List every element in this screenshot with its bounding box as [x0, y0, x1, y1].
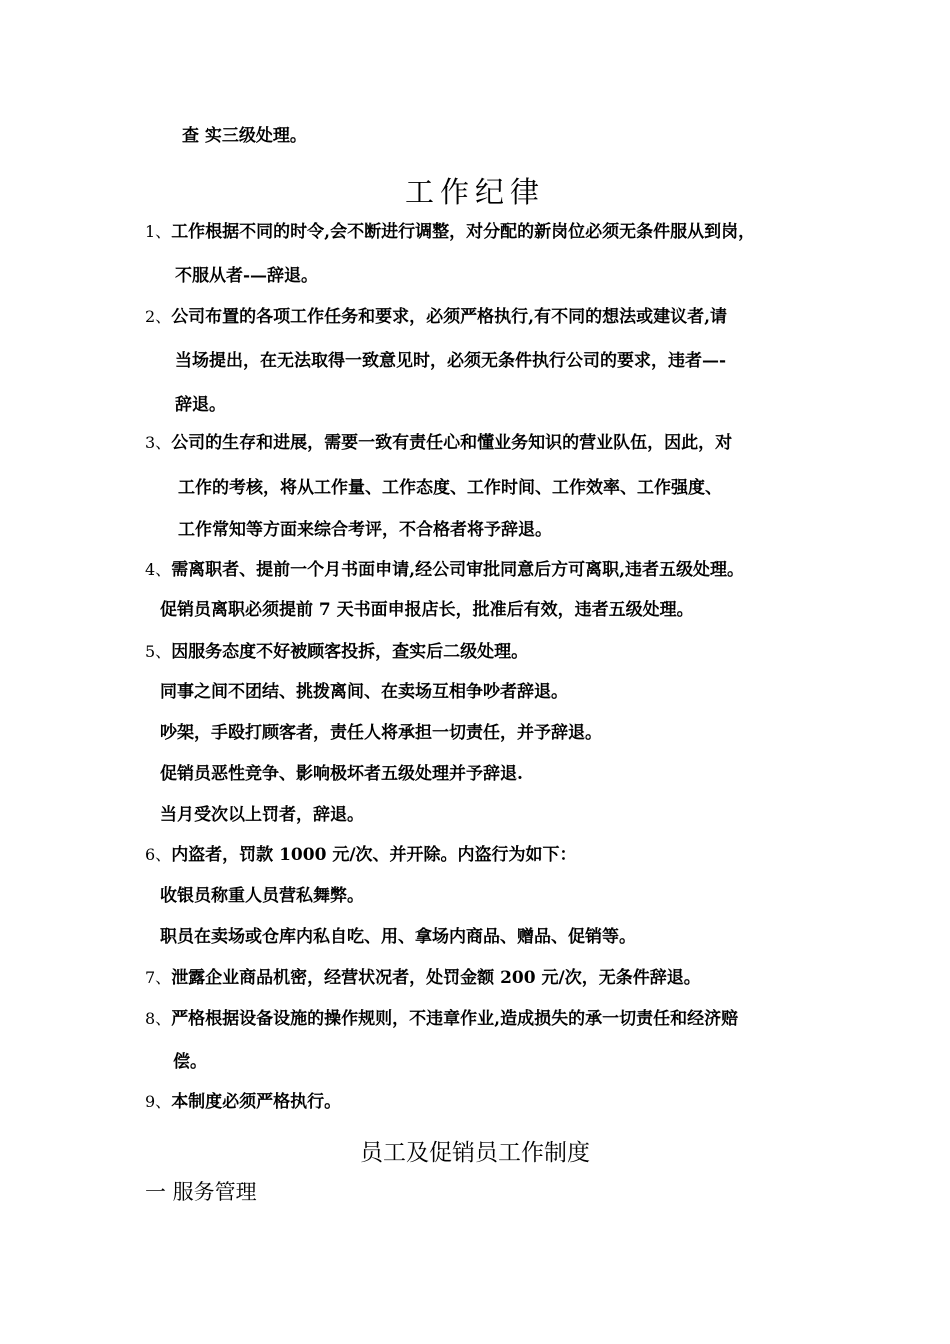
list-item-5-cont: 吵架，手殴打顾客者，责任人将承担一切责任，并予辞退。 — [160, 723, 602, 743]
list-item-8-cont: 偿。 — [173, 1052, 207, 1072]
list-item-3-cont: 工作常知等方面来综合考评，不合格者将予辞退。 — [178, 520, 552, 540]
top-line: 查 实三级处理。 — [182, 126, 307, 146]
list-item-9 — [145, 1092, 341, 1112]
item-number: 8、 — [145, 1009, 172, 1028]
list-item-6-cont: 职员在卖场或仓库内私自吃、用、拿场内商品、赠品、促销等。 — [160, 927, 636, 947]
list-item-2-cont: 辞退。 — [175, 395, 226, 415]
section-title: 工作纪律 — [404, 175, 545, 209]
list-item-5 — [145, 642, 528, 662]
item-number: 9、 — [145, 1092, 172, 1111]
item-text: 因服务态度不好被顾客投拆，查实后二级处理。 — [171, 642, 529, 662]
list-item-5-cont: 促销员恶性竞争、影响极坏者五级处理并予辞退. — [160, 764, 523, 784]
list-item-7 — [145, 968, 701, 988]
list-item-3 — [145, 433, 732, 453]
item-number: 5、 — [145, 642, 172, 661]
list-item-6 — [145, 845, 577, 865]
list-item-8 — [145, 1009, 738, 1029]
list-item-1 — [145, 222, 755, 242]
list-item-3-cont: 工作的考核，将从工作量、工作态度、工作时间、工作效率、工作强度、 — [178, 478, 722, 498]
item-number: 2、 — [145, 307, 172, 326]
list-item-5-cont: 同事之间不团结、挑拨离间、在卖场互相争吵者辞退。 — [160, 682, 568, 702]
item-text: 公司布置的各项工作任务和要求，必须严格执行,有不同的想法或建议者,请 — [171, 307, 728, 327]
item-text: 内盗者，罚款 1000 元/次、并开除。内盗行为如下： — [171, 845, 577, 865]
list-item-1-cont: 不服从者-—辞退。 — [175, 266, 319, 286]
item-text: 本制度必须严格执行。 — [171, 1092, 342, 1112]
item-number: 7、 — [145, 968, 172, 987]
item-number: 1、 — [145, 222, 172, 241]
item-number: 6、 — [145, 845, 172, 864]
item-text: 公司的生存和进展，需要一致有责任心和懂业务知识的营业队伍，因此，对 — [171, 433, 733, 453]
item-number: 4、 — [145, 560, 172, 579]
list-item-4 — [145, 560, 744, 580]
subsection-title: 一 服务管理 — [145, 1180, 257, 1204]
list-item-4-cont: 促销员离职必须提前 7 天书面申报店长，批准后有效，违者五级处理。 — [160, 600, 694, 620]
list-item-2 — [145, 307, 727, 327]
item-text: 严格根据设备设施的操作规则，不违章作业,造成损失的承一切责任和经济赔 — [171, 1009, 739, 1029]
item-text: 泄露企业商品机密，经营状况者，处罚金额 200 元/次，无条件辞退。 — [171, 968, 701, 988]
list-item-6-cont: 收银员称重人员营私舞弊。 — [160, 886, 364, 906]
list-item-5-cont: 当月受次以上罚者，辞退。 — [160, 805, 364, 825]
second-title: 员工及促销员工作制度 — [360, 1140, 590, 1166]
item-text: 工作根据不同的时令,会不断进行调整，对分配的新岗位必须无条件服从到岗， — [171, 222, 756, 242]
item-text: 需离职者、提前一个月书面申请,经公司审批同意后方可离职,违者五级处理。 — [171, 560, 745, 580]
list-item-2-cont: 当场提出，在无法取得一致意见时，必须无条件执行公司的要求，违者—- — [175, 351, 727, 371]
item-number: 3、 — [145, 433, 172, 452]
